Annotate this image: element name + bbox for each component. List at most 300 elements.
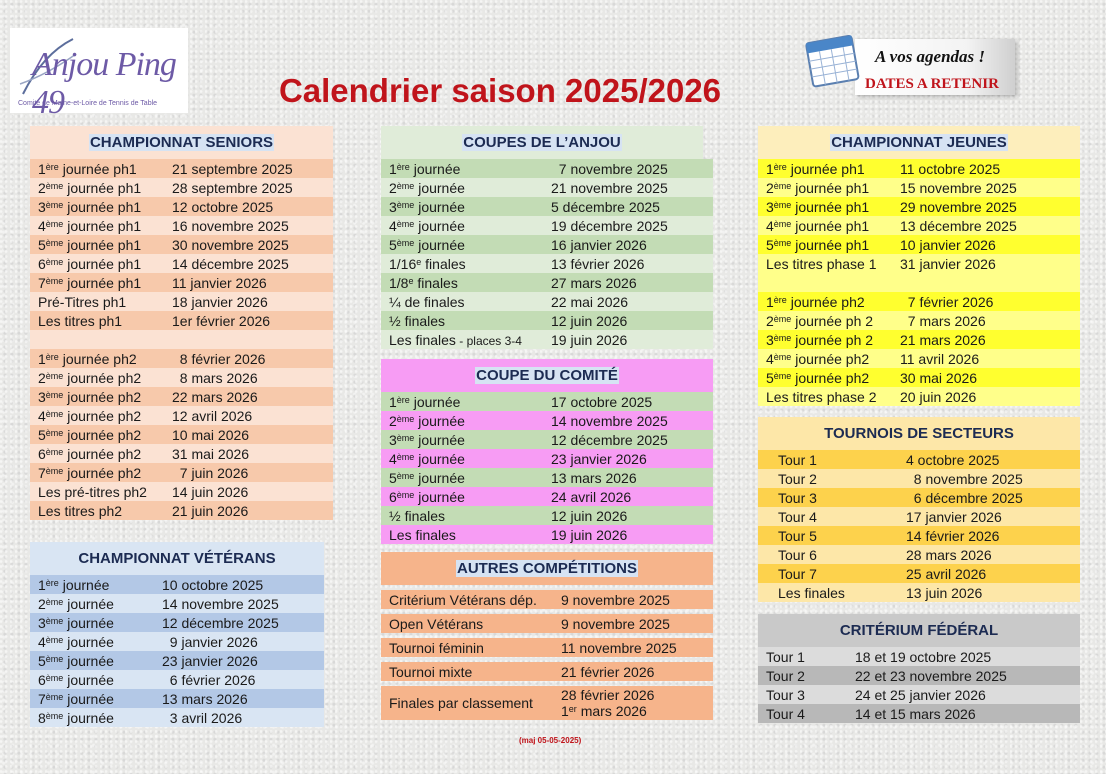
row-label-main: 1/16 bbox=[389, 255, 417, 272]
row-date: 9 novembre 2025 bbox=[561, 615, 670, 632]
row-date: 7 juin 2026 bbox=[172, 464, 249, 481]
row-date: 9 novembre 2025 bbox=[561, 591, 670, 608]
row-label bbox=[381, 199, 551, 215]
list-item bbox=[381, 638, 713, 657]
row-label-main: Les finales bbox=[389, 526, 456, 543]
row-label-rest: journée ph1 bbox=[58, 160, 137, 177]
row-label-rest: journée bbox=[63, 690, 114, 707]
row-label bbox=[381, 527, 551, 543]
row-label-rest: journée ph 2 bbox=[791, 331, 874, 348]
row-label-rest: journée bbox=[409, 160, 461, 177]
row-label-rest: journée bbox=[414, 179, 465, 196]
list-item bbox=[381, 525, 713, 544]
row-label bbox=[30, 237, 172, 253]
list-item bbox=[381, 178, 713, 197]
comite-list bbox=[381, 392, 713, 544]
row-label-main: 4 bbox=[389, 450, 397, 467]
list-item bbox=[30, 594, 324, 613]
list-item bbox=[381, 292, 713, 311]
row-label-main: 6 bbox=[389, 488, 397, 505]
row-label-sup: ème bbox=[45, 237, 64, 248]
list-item bbox=[30, 689, 324, 708]
row-label-main: 1 bbox=[38, 350, 46, 367]
row-date: 13 février 2026 bbox=[551, 255, 645, 272]
list-item bbox=[381, 430, 713, 449]
list-item bbox=[30, 670, 324, 689]
row-label-rest: journée bbox=[414, 450, 465, 467]
row-date: 19 juin 2026 bbox=[551, 331, 628, 348]
row-label-rest: journée ph2 bbox=[63, 388, 142, 405]
row-label-sup: ème bbox=[45, 370, 64, 381]
agenda-badge bbox=[803, 25, 1018, 97]
list-item bbox=[30, 197, 333, 216]
row-label-main: 7 bbox=[38, 274, 46, 291]
row-date: 6 février 2026 bbox=[162, 671, 256, 688]
row-label-main: 2 bbox=[38, 369, 46, 386]
row-label-main: 5 bbox=[389, 236, 397, 253]
row-label-sup: ème bbox=[773, 180, 792, 191]
row-date: 7 novembre 2025 bbox=[551, 160, 668, 177]
row-label-sup: ème bbox=[45, 199, 64, 210]
row-label bbox=[30, 256, 172, 272]
row-label bbox=[381, 489, 551, 505]
row-label bbox=[381, 161, 551, 177]
list-item bbox=[30, 444, 333, 463]
row-label-sup: ème bbox=[773, 237, 792, 248]
jeunes-title: CHAMPIONNAT JEUNES bbox=[831, 134, 1007, 151]
row-label-sup: ème bbox=[396, 451, 415, 462]
row-label-rest: journée ph2 bbox=[63, 464, 142, 481]
row-label bbox=[30, 672, 162, 688]
row-label bbox=[30, 389, 172, 405]
list-item bbox=[758, 159, 1080, 178]
row-label-sup: e bbox=[408, 275, 414, 286]
row-label bbox=[381, 294, 551, 310]
row-date: 7 février 2026 bbox=[900, 293, 994, 310]
row-label-rest: journée bbox=[63, 671, 114, 688]
list-item bbox=[758, 292, 1080, 311]
list-item bbox=[381, 330, 713, 349]
row-label-main: 5 bbox=[38, 236, 46, 253]
row-label: Tour 5 bbox=[778, 527, 817, 544]
list-item bbox=[30, 501, 333, 520]
list-item bbox=[381, 311, 713, 330]
row-label-rest: journée ph1 bbox=[63, 274, 142, 291]
row-label-main: 1 bbox=[38, 160, 46, 177]
row-label bbox=[381, 394, 551, 410]
list-item bbox=[381, 662, 713, 681]
row-date: 11 novembre 2025 bbox=[561, 639, 677, 656]
list-item bbox=[381, 468, 713, 487]
row-label-rest: finales bbox=[413, 274, 458, 291]
row-label bbox=[30, 446, 172, 462]
row-date: 31 mai 2026 bbox=[172, 445, 250, 462]
autres-section bbox=[381, 552, 713, 720]
row-label bbox=[30, 294, 172, 310]
row-label-rest: journée ph1 bbox=[786, 160, 865, 177]
list-item bbox=[381, 216, 713, 235]
row-label: Tour 7 bbox=[778, 565, 817, 582]
row-label-main: 4 bbox=[389, 217, 397, 234]
row-label: Les finales bbox=[778, 584, 845, 601]
row-label-main: Les titres ph1 bbox=[38, 312, 123, 329]
seniors-ph2-list bbox=[30, 349, 333, 520]
row-label-rest: journée bbox=[414, 198, 465, 215]
list-item bbox=[30, 216, 333, 235]
row-date: 5 décembre 2025 bbox=[551, 198, 660, 215]
autres-heading bbox=[381, 552, 713, 585]
autres-finales-date2-rest: mars 2026 bbox=[576, 703, 647, 719]
list-item bbox=[381, 197, 713, 216]
list-item bbox=[758, 311, 1080, 330]
row-date: 29 novembre 2025 bbox=[900, 198, 1017, 215]
row-label-main: 7 bbox=[38, 690, 46, 707]
row-label-sup: ème bbox=[773, 332, 792, 343]
row-label-rest: journée bbox=[63, 652, 114, 669]
row-label-main: 4 bbox=[766, 217, 774, 234]
list-item bbox=[758, 178, 1080, 197]
row-label-rest: finales bbox=[421, 255, 466, 272]
row-label bbox=[381, 432, 551, 448]
row-label bbox=[381, 218, 551, 234]
anjou-section bbox=[381, 126, 713, 349]
row-label-main: 4 bbox=[38, 633, 46, 650]
row-label-sup: ème bbox=[773, 351, 792, 362]
row-label-rest: journée bbox=[63, 614, 114, 631]
row-label-sup: ème bbox=[396, 432, 415, 443]
row-label-main: 3 bbox=[766, 198, 774, 215]
row-date: 9 janvier 2026 bbox=[162, 633, 258, 650]
row-label bbox=[30, 351, 172, 367]
spacer bbox=[758, 273, 1080, 292]
list-item bbox=[30, 425, 333, 444]
row-date: 20 juin 2026 bbox=[900, 388, 977, 405]
veterans-list bbox=[30, 575, 324, 727]
row-date: 4 octobre 2025 bbox=[906, 451, 1000, 468]
row-label-sup: ème bbox=[45, 389, 64, 400]
row-date: 23 janvier 2026 bbox=[551, 450, 647, 467]
row-date: 14 novembre 2025 bbox=[551, 412, 668, 429]
autres-title: AUTRES COMPÉTITIONS bbox=[456, 560, 637, 577]
row-label-rest: journée bbox=[414, 469, 465, 486]
list-item bbox=[758, 647, 1080, 666]
row-label-sup: ème bbox=[45, 427, 64, 438]
list-item bbox=[381, 273, 713, 292]
list-item bbox=[30, 406, 333, 425]
row-label bbox=[30, 218, 172, 234]
list-item bbox=[30, 368, 333, 387]
row-label-sup: ème bbox=[45, 615, 64, 626]
row-date: 14 novembre 2025 bbox=[162, 595, 279, 612]
row-date: 7 mars 2026 bbox=[900, 312, 986, 329]
list-item bbox=[381, 506, 713, 525]
criterium-heading bbox=[758, 614, 1080, 647]
row-label-rest: journée bbox=[414, 488, 465, 505]
row-label bbox=[381, 508, 551, 524]
row-date: 8 novembre 2025 bbox=[906, 470, 1023, 487]
badge-line1: A vos agendas ! bbox=[875, 47, 986, 66]
row-label-sup: ème bbox=[396, 199, 415, 210]
row-label-rest: journée bbox=[63, 633, 114, 650]
row-label bbox=[758, 237, 900, 253]
row-label: Tournoi féminin bbox=[389, 639, 484, 656]
veterans-title: CHAMPIONNAT VÉTÉRANS bbox=[78, 550, 276, 567]
row-date: 3 avril 2026 bbox=[162, 709, 243, 726]
row-label-main: 1 bbox=[38, 576, 46, 593]
row-label-rest: journée ph1 bbox=[63, 198, 142, 215]
row-label bbox=[381, 413, 551, 429]
row-label-rest: journée bbox=[414, 217, 465, 234]
row-label-rest: journée bbox=[414, 412, 465, 429]
row-date: 18 janvier 2026 bbox=[172, 293, 268, 310]
page-title: Calendrier saison 2025/2026 bbox=[278, 72, 722, 109]
list-item bbox=[30, 387, 333, 406]
row-label-main: 7 bbox=[38, 464, 46, 481]
list-item bbox=[381, 254, 713, 273]
logo-subtitle: Comité de Maine-et-Loire de Tennis de Table bbox=[18, 100, 158, 107]
list-item bbox=[30, 311, 333, 330]
row-label-sup: ème bbox=[773, 313, 792, 324]
row-label-main: 4 bbox=[38, 407, 46, 424]
row-date: 19 décembre 2025 bbox=[551, 217, 668, 234]
row-label-sup: ème bbox=[45, 446, 64, 457]
row-label bbox=[30, 577, 162, 593]
row-label-sup: ème bbox=[45, 596, 64, 607]
list-item bbox=[758, 216, 1080, 235]
row-label bbox=[758, 161, 900, 177]
row-label: Tour 1 bbox=[778, 451, 817, 468]
row-label-rest: journée ph2 bbox=[791, 350, 870, 367]
list-item bbox=[758, 564, 1080, 583]
list-item bbox=[30, 254, 333, 273]
row-date: 22 mai 2026 bbox=[551, 293, 629, 310]
row-label-sup: ème bbox=[45, 408, 64, 419]
row-label bbox=[381, 256, 551, 272]
row-date: 19 juin 2026 bbox=[551, 526, 628, 543]
criterium-section bbox=[758, 614, 1080, 723]
row-label: Tour 2 bbox=[778, 470, 817, 487]
row-label bbox=[758, 313, 900, 329]
row-date: 21 juin 2026 bbox=[172, 502, 249, 519]
row-label-main: 3 bbox=[38, 614, 46, 631]
row-label-main: 2 bbox=[389, 179, 397, 196]
list-item bbox=[30, 349, 333, 368]
row-label bbox=[758, 351, 900, 367]
row-label bbox=[381, 451, 551, 467]
seniors-section bbox=[30, 126, 333, 520]
list-item bbox=[758, 545, 1080, 564]
row-label-main: 1 bbox=[389, 393, 397, 410]
row-label-main: 1 bbox=[766, 293, 774, 310]
spacer bbox=[30, 330, 333, 349]
row-label-sup: ème bbox=[45, 634, 64, 645]
row-label bbox=[30, 484, 172, 500]
jeunes-section bbox=[758, 126, 1080, 406]
veterans-section bbox=[30, 542, 324, 727]
row-label bbox=[30, 615, 162, 631]
row-label bbox=[381, 470, 551, 486]
list-item bbox=[758, 526, 1080, 545]
row-date: 6 décembre 2025 bbox=[906, 489, 1023, 506]
row-date: 11 octobre 2025 bbox=[900, 160, 1001, 177]
list-item bbox=[758, 254, 1080, 273]
list-item bbox=[758, 330, 1080, 349]
row-label-main: 3 bbox=[389, 198, 397, 215]
row-label-main: Les titres ph2 bbox=[38, 502, 123, 519]
row-label-main: 2 bbox=[389, 412, 397, 429]
row-label bbox=[381, 180, 551, 196]
row-label-rest: - places 3-4 bbox=[455, 333, 522, 348]
row-date: 17 janvier 2026 bbox=[906, 508, 1002, 525]
comite-title: COUPE DU COMITÉ bbox=[476, 367, 618, 384]
row-date: 30 novembre 2025 bbox=[172, 236, 289, 253]
row-label bbox=[758, 180, 900, 196]
row-label-main: 6 bbox=[38, 671, 46, 688]
row-date: 8 février 2026 bbox=[172, 350, 266, 367]
row-label-rest: journée ph1 bbox=[791, 236, 870, 253]
row-label-rest: journée bbox=[414, 236, 465, 253]
row-label bbox=[30, 691, 162, 707]
list-item bbox=[381, 590, 713, 609]
row-label-sup: ème bbox=[45, 465, 64, 476]
row-date: 11 janvier 2026 bbox=[172, 274, 267, 291]
row-date: 30 mai 2026 bbox=[900, 369, 978, 386]
row-date: 22 mars 2026 bbox=[172, 388, 258, 405]
row-date: 12 juin 2026 bbox=[551, 312, 628, 329]
row-label-rest: journée bbox=[409, 393, 461, 410]
row-label bbox=[30, 313, 172, 329]
list-item bbox=[30, 159, 333, 178]
row-label-sup: ème bbox=[773, 199, 792, 210]
row-label bbox=[381, 313, 551, 329]
row-label: Tour 3 bbox=[778, 489, 817, 506]
row-label-sup: ère bbox=[773, 161, 787, 172]
row-label: Tour 2 bbox=[766, 667, 805, 684]
row-label-sup: ème bbox=[45, 218, 64, 229]
row-date: 13 mars 2026 bbox=[162, 690, 248, 707]
logo-name: Anjou Ping 49 bbox=[32, 46, 176, 121]
row-label-main: 2 bbox=[38, 595, 46, 612]
row-date: 14 février 2026 bbox=[906, 527, 1000, 544]
row-label-main: ¼ de finales bbox=[389, 293, 465, 310]
list-item bbox=[758, 583, 1080, 602]
row-date: 16 janvier 2026 bbox=[551, 236, 647, 253]
list-item bbox=[381, 614, 713, 633]
row-label-main: 3 bbox=[38, 388, 46, 405]
row-label bbox=[30, 161, 172, 177]
row-label-main: Pré-Titres ph1 bbox=[38, 293, 127, 310]
row-label-main: 4 bbox=[38, 217, 46, 234]
list-item bbox=[758, 368, 1080, 387]
row-label-rest: journée ph1 bbox=[63, 217, 142, 234]
row-date: 14 décembre 2025 bbox=[172, 255, 289, 272]
row-label-main: 3 bbox=[766, 331, 774, 348]
list-item bbox=[381, 411, 713, 430]
tournois-section bbox=[758, 417, 1080, 602]
row-label-main: 8 bbox=[38, 709, 46, 726]
row-label: Tour 4 bbox=[778, 508, 817, 525]
autres-finales-date2-sup: er bbox=[568, 704, 577, 714]
list-item bbox=[30, 292, 333, 311]
jeunes-ph1-list bbox=[758, 159, 1080, 273]
row-date: 22 et 23 novembre 2025 bbox=[855, 667, 1007, 684]
list-item bbox=[758, 704, 1080, 723]
row-label bbox=[30, 199, 172, 215]
row-label-rest: journée ph2 bbox=[63, 426, 142, 443]
row-label-sup: ère bbox=[396, 161, 410, 172]
list-item bbox=[30, 178, 333, 197]
row-label-main: 3 bbox=[389, 431, 397, 448]
row-date: 13 décembre 2025 bbox=[900, 217, 1017, 234]
row-label-rest: journée ph 2 bbox=[791, 312, 874, 329]
row-label-sup: e bbox=[416, 256, 422, 267]
row-label-sup: ème bbox=[396, 489, 415, 500]
row-date: 31 janvier 2026 bbox=[900, 255, 996, 272]
row-label bbox=[30, 503, 172, 519]
row-label-main: 5 bbox=[38, 426, 46, 443]
row-label-sup: ème bbox=[396, 218, 415, 229]
row-label-sup: ème bbox=[396, 180, 415, 191]
row-label bbox=[30, 275, 172, 291]
row-label-sup: ème bbox=[45, 691, 64, 702]
row-label-main: 6 bbox=[38, 445, 46, 462]
tournois-title: TOURNOIS DE SECTEURS bbox=[824, 425, 1014, 442]
row-date: 21 septembre 2025 bbox=[172, 160, 293, 177]
row-label-main: Les finales bbox=[389, 331, 456, 348]
row-date: 14 et 15 mars 2026 bbox=[855, 705, 976, 722]
comite-section bbox=[381, 359, 713, 544]
row-date: 21 mars 2026 bbox=[900, 331, 986, 348]
row-label-rest: journée bbox=[414, 431, 465, 448]
list-item bbox=[30, 632, 324, 651]
row-label-rest: journée ph2 bbox=[791, 369, 870, 386]
autres-list bbox=[381, 590, 713, 686]
row-date: 23 janvier 2026 bbox=[162, 652, 258, 669]
row-label-main: 1/8 bbox=[389, 274, 409, 291]
row-label: Tour 1 bbox=[766, 648, 805, 665]
row-label-main: ½ finales bbox=[389, 507, 446, 524]
tournois-list bbox=[758, 450, 1080, 602]
row-date: 16 novembre 2025 bbox=[172, 217, 289, 234]
row-label-rest: journée ph1 bbox=[63, 255, 142, 272]
row-label bbox=[30, 596, 162, 612]
row-label-rest: journée ph2 bbox=[63, 407, 142, 424]
row-date: 13 juin 2026 bbox=[906, 584, 983, 601]
row-date: 10 mai 2026 bbox=[172, 426, 250, 443]
list-item bbox=[758, 469, 1080, 488]
criterium-list bbox=[758, 647, 1080, 723]
list-item bbox=[30, 708, 324, 727]
row-label-sup: ère bbox=[396, 394, 410, 405]
row-label-main: 4 bbox=[766, 350, 774, 367]
seniors-title: CHAMPIONNAT SENIORS bbox=[89, 134, 274, 151]
row-label-sup: ème bbox=[773, 370, 792, 381]
row-label-main: 5 bbox=[389, 469, 397, 486]
tournois-heading bbox=[758, 417, 1080, 450]
row-label-sup: ème bbox=[396, 470, 415, 481]
row-label-sup: ème bbox=[396, 413, 415, 424]
list-item bbox=[381, 392, 713, 411]
row-label: Tournoi mixte bbox=[389, 663, 473, 680]
row-label-rest: journée bbox=[63, 709, 114, 726]
autres-finales-dates bbox=[561, 687, 654, 719]
list-item bbox=[30, 273, 333, 292]
row-label bbox=[381, 275, 551, 291]
row-label bbox=[30, 634, 162, 650]
autres-finales-row bbox=[381, 686, 713, 720]
criterium-title: CRITÉRIUM FÉDÉRAL bbox=[839, 622, 999, 639]
anjou-title: COUPES DE L’ANJOU bbox=[463, 134, 621, 151]
